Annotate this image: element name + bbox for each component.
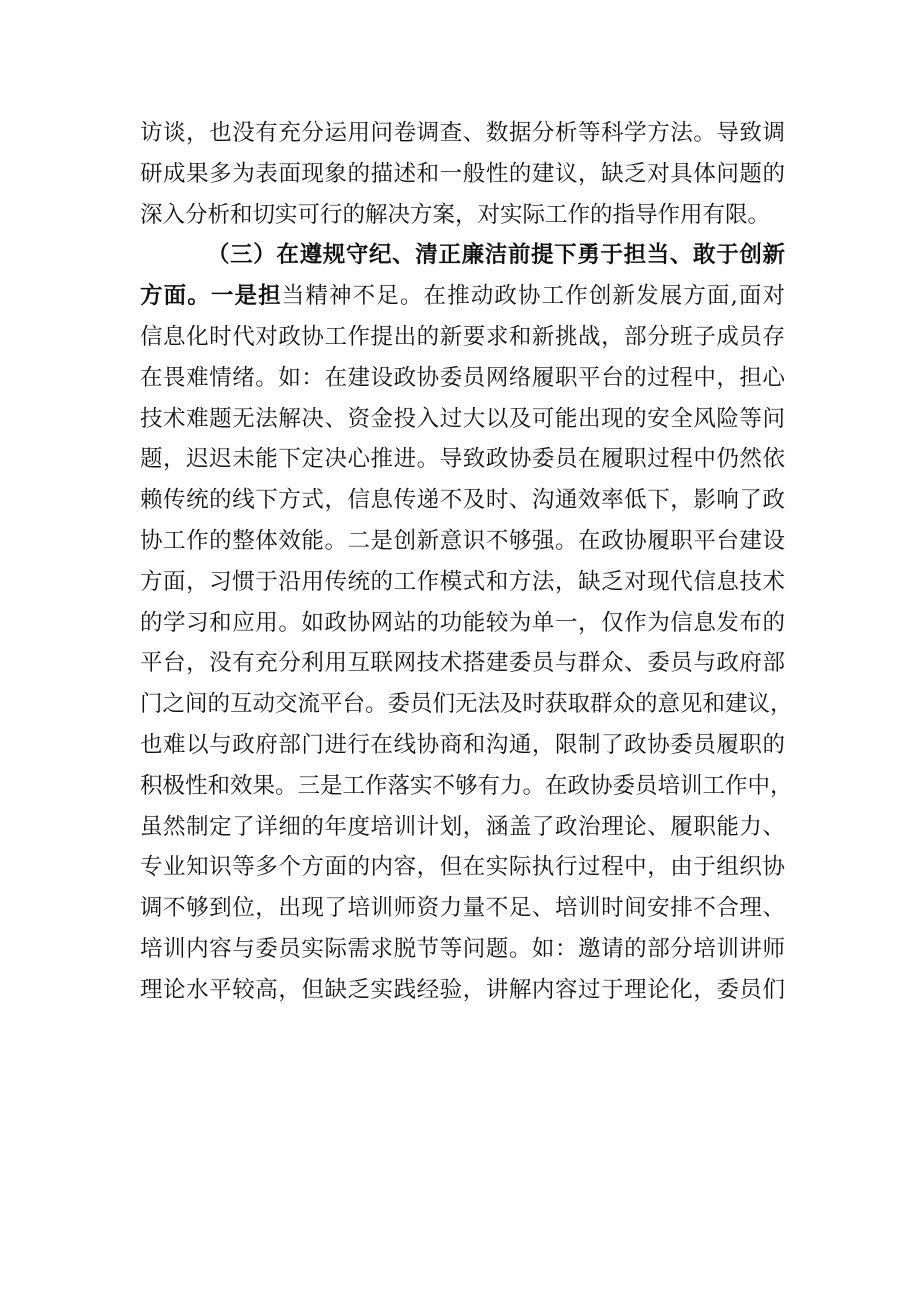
body-text-run: 理论水平较高，但缺乏实践经验，讲解内容过于理论化，委员们: [140, 976, 785, 1003]
bold-text: （三）在遵规守纪、清正廉洁前提下勇于担当、敢于创新: [207, 242, 785, 269]
paragraph-line: [140, 358, 785, 399]
bold-text: 方面。一是担: [140, 283, 282, 310]
body-text-run: 信息化时代对政协工作提出的新要求和新挑战，部分班子成员存: [140, 323, 785, 350]
body-text-run: 调不够到位，出现了培训师资力量不足、培训时间安排不合理、: [140, 895, 785, 922]
body-text-run: 虽然制定了详细的年度培训计划，涵盖了政治理论、履职能力、: [140, 813, 785, 840]
paragraph-line: [140, 562, 785, 603]
body-text-run: 也难以与政府部门进行在线协商和沟通，限制了政协委员履职的: [140, 731, 785, 758]
paragraph-line: [140, 888, 785, 929]
paragraph-line: [140, 399, 785, 440]
paragraph-line: [140, 154, 785, 195]
paragraph-line: [140, 847, 785, 888]
body-text-run: 当精神不足。在推动政协工作创新发展方面,面对: [281, 283, 785, 310]
paragraph-line: [140, 684, 793, 725]
paragraph-line: [140, 970, 785, 1011]
body-text-run: 专业知识等多个方面的内容，但在实际执行过程中，由于组织协: [140, 854, 785, 881]
body-text-run: 协工作的整体效能。二是创新意识不够强。在政协履职平台建设: [140, 527, 785, 554]
paragraph-line: [140, 317, 785, 358]
paragraph-line: [140, 276, 785, 317]
paragraph-line: [140, 195, 785, 236]
body-text-run: 深入分析和切实可行的解决方案，对实际工作的指导作用有限。: [140, 201, 771, 228]
body-text-run: 访谈，也没有充分运用问卷调查、数据分析等科学方法。导致调: [140, 120, 785, 146]
body-text-run: 平台，没有充分利用互联网技术搭建委员与群众、委员与政府部: [140, 650, 785, 677]
body-text: [140, 113, 793, 1011]
body-text-run: 门之间的互动交流平台。委员们无法及时获取群众的意见和建议，: [140, 691, 793, 718]
body-text-run: 技术难题无法解决、资金投入过大以及可能出现的安全风险等问: [140, 405, 785, 432]
paragraph-line: [140, 807, 785, 848]
paragraph-line: [140, 439, 785, 480]
paragraph-line: [140, 603, 785, 644]
paragraph-line: [140, 113, 785, 154]
body-text-run: 方面，习惯于沿用传统的工作模式和方法，缺乏对现代信息技术: [140, 568, 785, 595]
section-heading-line: [140, 235, 785, 276]
paragraph-line: [140, 929, 785, 970]
paragraph-line: [140, 725, 785, 766]
body-text-run: 题，迟迟未能下定决心推进。导致政协委员在履职过程中仍然依: [140, 446, 785, 473]
body-text-run: 赖传统的线下方式，信息传递不及时、沟通效率低下，影响了政: [140, 487, 785, 514]
paragraph-line: [140, 521, 785, 562]
body-text-run: 的学习和应用。如政协网站的功能较为单一，仅作为信息发布的: [140, 609, 785, 636]
body-text-run: 培训内容与委员实际需求脱节等问题。如：邀请的部分培训讲师: [140, 935, 785, 962]
paragraph-line: [140, 766, 793, 807]
body-text-run: 积极性和效果。三是工作落实不够有力。在政协委员培训工作中，: [140, 772, 793, 799]
paragraph-line: [140, 643, 785, 684]
body-text-run: 研成果多为表面现象的描述和一般性的建议，缺乏对具体问题的: [140, 160, 785, 187]
body-text-run: 在畏难情绪。如：在建设政协委员网络履职平台的过程中，担心: [140, 364, 785, 391]
paragraph-line: [140, 480, 785, 521]
